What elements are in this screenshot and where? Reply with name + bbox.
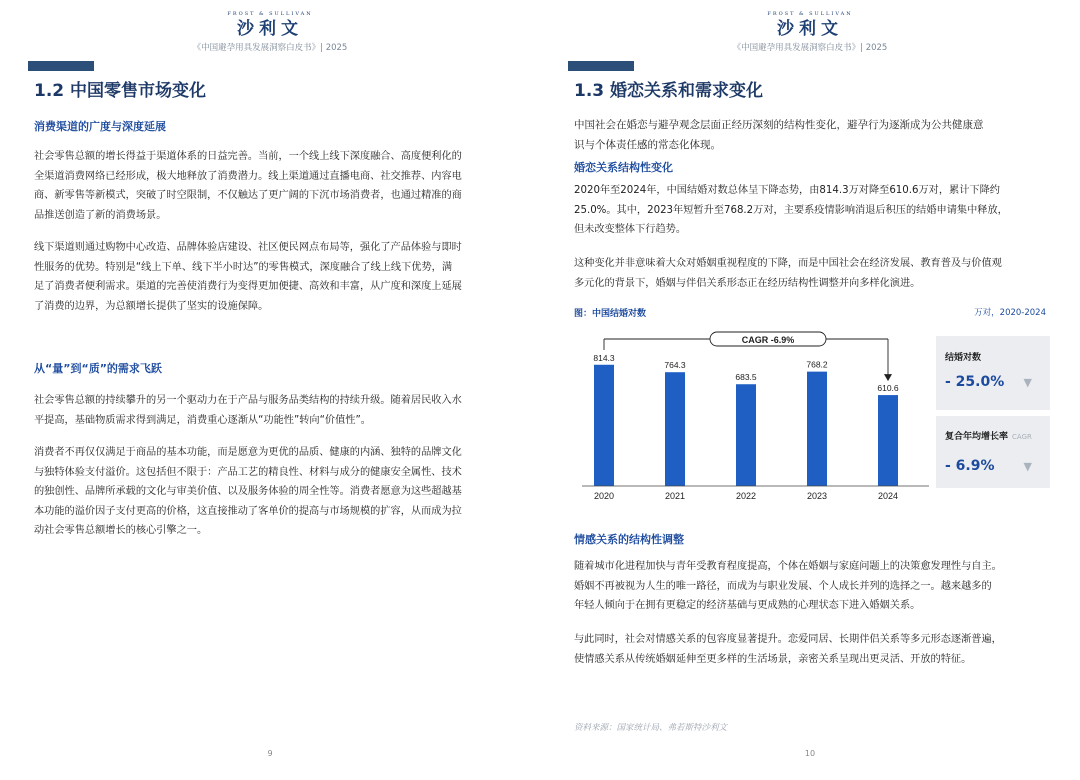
x-tick-2023: 2023 xyxy=(806,491,828,501)
brand-wordmark: FROST & SULLIVAN xyxy=(227,11,313,17)
text-line: 与此同时，社会对情感关系的包容度显著提升。恋爱同居、长期伴侣关系等多元形态逐渐普遍， xyxy=(574,634,1002,645)
text-line: 社会零售总额的增长得益于渠道体系的日益完善。当前，一个线上线下深度融合、高度便利化的 xyxy=(34,151,462,162)
page-header xyxy=(0,10,540,54)
text-line: 线下渠道则通过购物中心改造、品牌体验店建设、社区便民网点布局等，强化了产品体验与即时 xyxy=(34,242,462,253)
bar-2022 xyxy=(736,384,756,486)
text-line: 社会零售总额的持续攀升的另一个驱动力在于产品与服务品类结构的持续升级。随着居民收入水 xyxy=(34,395,462,406)
source-note: 资料来源：国家统计局、弗若斯特沙利文 xyxy=(574,723,728,733)
cagr-label: CAGR -6.9% xyxy=(741,335,795,345)
data-label-2020: 814.3 xyxy=(593,352,615,363)
page-header xyxy=(540,10,1080,54)
text-line: 平提高，基础物质需求得到满足，消费重心逐渐从“功能性”转向“价值性”。 xyxy=(34,414,371,426)
text-line: 商、新零售等新模式，突破了时空限制，不仅触达了更广阔的下沉市场消费者，也通过精准的商 xyxy=(34,190,462,202)
paragraph-4 xyxy=(34,443,504,541)
text-line: 2020年至2024年，中国结婚对数总体呈下降态势，由814.3万对降至610.6万对，累计下降约 xyxy=(574,185,1000,196)
accent-bar xyxy=(28,61,94,71)
chart-svg xyxy=(574,324,934,508)
x-tick-2021: 2021 xyxy=(664,491,686,501)
bar-2023 xyxy=(807,372,827,486)
text-line: 识与个体责任感的常态化体现。 xyxy=(574,138,721,151)
subheading-channels: 消费渠道的广度与深度延展 xyxy=(34,120,166,133)
report-subtitle: 《中国避孕用具发展洞察白皮书》| 2025 xyxy=(192,43,348,53)
bar-2024 xyxy=(878,395,898,486)
section-title: 1.2 中国零售市场变化 xyxy=(34,81,207,101)
kpi-label xyxy=(945,429,1032,442)
paragraph-1 xyxy=(574,181,1048,240)
text-line: 足了消费者便利需求。渠道的完善使消费行为变得更加便捷、高效和丰富，从广度和深度上延展 xyxy=(34,281,462,293)
report-subtitle: 《中国避孕用具发展洞察白皮书》| 2025 xyxy=(732,43,888,53)
paragraph-3 xyxy=(34,391,504,430)
bar-2021 xyxy=(665,372,685,486)
subheading-marriage: 婚恋关系结构性变化 xyxy=(574,161,673,174)
bar-2020 xyxy=(594,365,614,486)
paragraph-3 xyxy=(574,557,1054,616)
kpi-value: - 25.0% xyxy=(945,374,1005,390)
brand-wordmark: FROST & SULLIVAN xyxy=(767,11,853,17)
data-label-2021: 764.3 xyxy=(664,360,686,371)
data-label-2022: 683.5 xyxy=(735,372,757,383)
paragraph-2 xyxy=(34,238,504,316)
text-line: 随着城市化进程加快与青年受教育程度提高，个体在婚姻与家庭问题上的决策愈发理性与自主。 xyxy=(574,561,1002,572)
kpi-value: - 6.9% xyxy=(945,458,995,474)
text-line: 本功能的溢价因子支付更高的价格，这直接推动了客单价的提高与市场规模的扩容，从而成为拉 xyxy=(34,505,462,517)
text-line: 消费者不再仅仅满足于商品的基本功能，而是愿意为更优的品质、健康的内涵、独特的品牌文化 xyxy=(34,447,462,458)
x-tick-2024: 2024 xyxy=(877,491,899,501)
down-arrow-icon: ▼ xyxy=(1023,376,1032,389)
text-line: 使情感关系从传统婚姻延伸至更多样的生活场景，亲密关系呈现出更灵活、开放的特征。 xyxy=(574,653,972,665)
data-label-2023: 768.2 xyxy=(806,359,828,370)
down-arrow-icon: ▼ xyxy=(1023,460,1032,473)
x-tick-2022: 2022 xyxy=(735,491,757,501)
text-line: 的独创性、品牌所承载的文化与审美价值、以及服务体验的周全性等。消费者愿意为这些超越基 xyxy=(34,486,462,498)
figure-unit: 万对，2020-2024 xyxy=(974,308,1046,318)
text-line: 年轻人倾向于在拥有更稳定的经济基础与更成熟的心理状态下进入婚姻关系。 xyxy=(574,600,921,612)
marriage-bar-chart xyxy=(574,324,934,508)
kpi-card-marriages xyxy=(936,336,1050,410)
accent-bar xyxy=(568,61,634,71)
text-line: 这种变化并非意味着大众对婚姻重视程度的下降，而是中国社会在经济发展、教育普及与价值观 xyxy=(574,258,1002,269)
text-line: 但未改变整体下行趋势。 xyxy=(574,224,687,236)
text-line: 全渠道消费网络已经形成，极大地释放了消费潜力。线上渠道通过直播电商、社交推荐、内容电 xyxy=(34,170,462,182)
text-line: 品推送创造了新的消费场景。 xyxy=(34,209,167,221)
text-line: 性服务的优势。特别是“线上下单、线下半小时达”的零售模式，深度融合了线上线下优势，满 xyxy=(34,261,453,273)
text-line: 中国社会在婚恋与避孕观念层面正经历深刻的结构性变化，避孕行为逐渐成为公共健康意 xyxy=(574,119,984,131)
section-title: 1.3 婚恋关系和需求变化 xyxy=(574,81,764,101)
text-line: 了消费的边界，为总额增长提供了坚实的设施保障。 xyxy=(34,300,269,312)
text-line: 25.0%。其中，2023年短暂升至768.2万对，主要系疫情影响消退后积压的结婚申请集中释放， xyxy=(574,204,1008,216)
kpi-card-cagr xyxy=(936,416,1050,488)
text-line: 动社会零售总额增长的核心引擎之一。 xyxy=(34,525,208,537)
text-line: 与独特体验支付溢价。这包括但不限于：产品工艺的精良性、材料与成分的健康安全属性、技术 xyxy=(34,466,462,478)
brand-logo: 沙利文 xyxy=(237,19,303,39)
figure-title: 图：中国结婚对数 xyxy=(574,309,647,319)
page-number: 10 xyxy=(804,749,816,758)
kpi-label: 结婚对数 xyxy=(945,353,982,363)
kpi-label-text: 复合年均增长率 xyxy=(945,432,1009,442)
paragraph-1 xyxy=(34,147,504,225)
intro-paragraph xyxy=(574,116,1048,155)
subheading-relationships: 情感关系的结构性调整 xyxy=(574,533,684,546)
data-label-2024: 610.6 xyxy=(877,383,899,394)
text-line: 婚姻不再被视为人生的唯一路径，而成为与职业发展、个人成长并列的选择之一。越来越多的 xyxy=(574,580,992,592)
text-line: 多元化的背景下，婚姻与伴侣关系形态正在经历结构性调整并向多样化演进。 xyxy=(574,277,921,289)
right-page xyxy=(540,0,1080,780)
page-number: 9 xyxy=(267,749,273,758)
paragraph-2 xyxy=(574,254,1048,293)
x-tick-2020: 2020 xyxy=(593,491,615,501)
cagr-arrowhead xyxy=(884,374,892,381)
paragraph-4 xyxy=(574,630,1054,669)
kpi-label-sub: CAGR xyxy=(1012,433,1032,441)
subheading-quality: 从“量”到“质”的需求飞跃 xyxy=(34,362,162,375)
brand-logo: 沙利文 xyxy=(777,19,843,39)
